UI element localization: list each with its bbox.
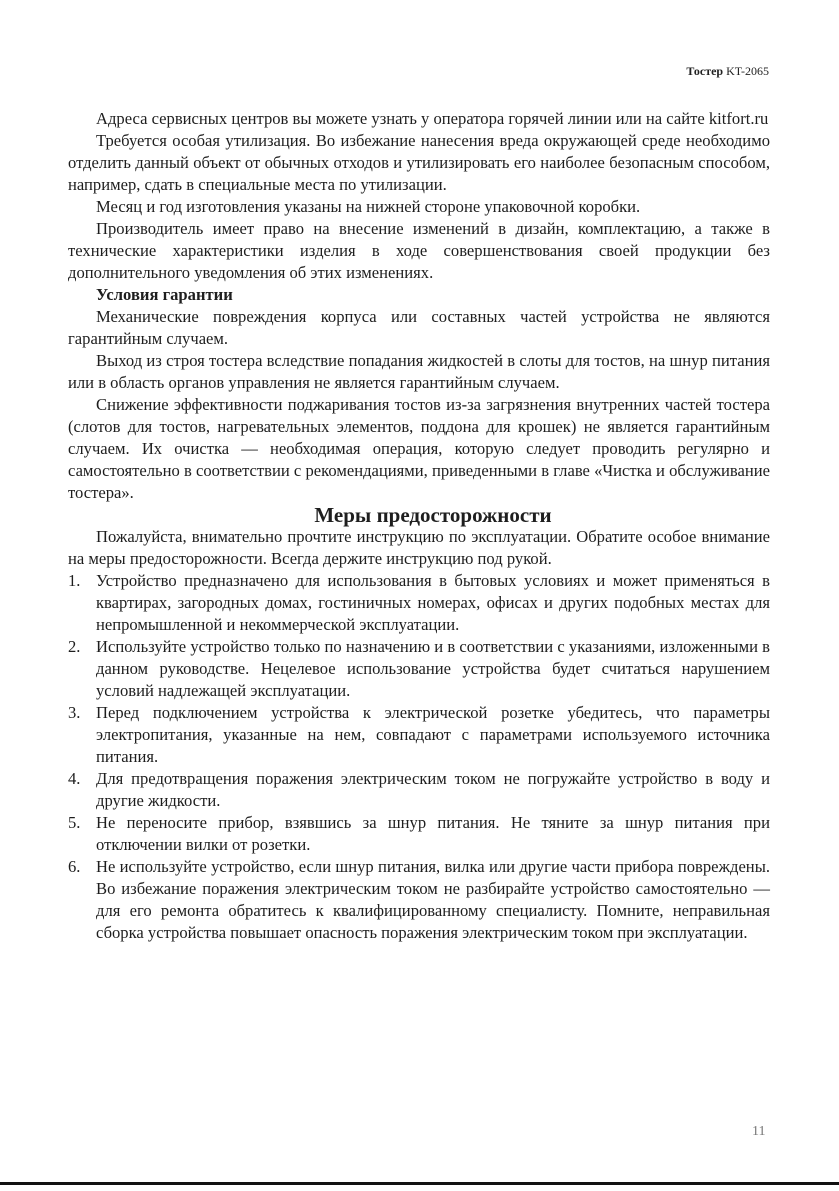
list-item-number: 4. — [68, 769, 81, 788]
list-item-text: Перед подключением устройства к электрической розетке убедитесь, что параметры электропитания, указанные на нем, совпадают с параметрами используемого источника питания. — [96, 703, 770, 766]
list-item-text: Не переносите прибор, взявшись за шнур питания. Не тяните за шнур питания при отключении вилки от розетки. — [96, 813, 770, 854]
page-header — [686, 64, 769, 79]
list-item-text: Для предотвращения поражения электрическим током не погружайте устройство в воду и другие жидкости. — [96, 769, 770, 810]
header-model: KT-2065 — [726, 64, 769, 78]
disposal-paragraph: Требуется особая утилизация. Во избежание нанесения вреда окружающей среде необходимо отделить данный объект от обычных отходов и утилизировать его наиболее безопасным способом, например, сдать в специальные места по утилизации. — [68, 131, 770, 194]
precautions-title: Меры предосторожности — [314, 503, 552, 527]
list-item — [68, 768, 770, 812]
list-item-text: Не используйте устройство, если шнур питания, вилка или другие части прибора повреждены. Во избежание поражения электрическим током не разбирайте устройство самостоятельно — для его ремонта обратитесь к квалифицированному специалисту. Помните, неправильная сборка устройства повышает опасность поражения электрическим током при эксплуатации. — [96, 857, 770, 942]
header-brand: Тостер — [686, 64, 724, 78]
precautions-list — [68, 570, 770, 944]
warranty-paragraph: Выход из строя тостера вследствие попадания жидкостей в слоты для тостов, на шнур питания или в область органов управления не является гарантийным случаем. — [68, 351, 770, 392]
list-item — [68, 856, 770, 944]
list-item-number: 5. — [68, 813, 81, 832]
manufacture-date-paragraph: Месяц и год изготовления указаны на нижней стороне упаковочной коробки. — [96, 197, 641, 216]
page-content — [68, 108, 770, 944]
warranty-paragraph: Снижение эффективности поджаривания тостов из-за загрязнения внутренних частей тостера (слотов для тостов, нагревательных элементов, поддона для крошек) не является гарантийным случаем. Их очистка — необходимая операция, которую следует проводить регулярно и самостоятельно в соответствии с рекомендациями, приведенными в главе «Чистка и обслуживание тостера». — [68, 395, 770, 502]
list-item — [68, 636, 770, 702]
list-item-text: Используйте устройство только по назначению и в соответствии с указаниями, изложенными в данном руководстве. Нецелевое использование устройства будет считаться нарушением условий надлежащей эксплуатации. — [96, 637, 770, 700]
list-item-number: 6. — [68, 857, 81, 876]
list-item-number: 1. — [68, 571, 81, 590]
list-item — [68, 702, 770, 768]
list-item-text: Устройство предназначено для использования в бытовых условиях и может применяться в квартирах, загородных домах, гостиничных номерах, офисах и других подобных местах для непромышленной и некоммерческой эксплуатации. — [96, 571, 770, 634]
list-item-number: 2. — [68, 637, 81, 656]
bottom-rule — [0, 1182, 839, 1185]
warranty-heading: Условия гарантии — [96, 285, 233, 304]
page-number: 11 — [752, 1124, 766, 1139]
list-item — [68, 570, 770, 636]
list-item-number: 3. — [68, 703, 81, 722]
list-item — [68, 812, 770, 856]
service-centers-paragraph: Адреса сервисных центров вы можете узнать у оператора горячей линии или на сайте kitfort.ru — [96, 109, 769, 128]
warranty-paragraph: Механические повреждения корпуса или составных частей устройства не являются гарантийным случаем. — [68, 307, 770, 348]
manufacturer-rights-paragraph: Производитель имеет право на внесение изменений в дизайн, комплектацию, а также в технические характеристики изделия в ходе совершенствования своей продукции без дополнительного уведомления об этих изменениях. — [68, 219, 770, 282]
precautions-intro: Пожалуйста, внимательно прочтите инструкцию по эксплуатации. Обратите особое внимание на меры предосторожности. Всегда держите инструкцию под рукой. — [68, 527, 770, 568]
